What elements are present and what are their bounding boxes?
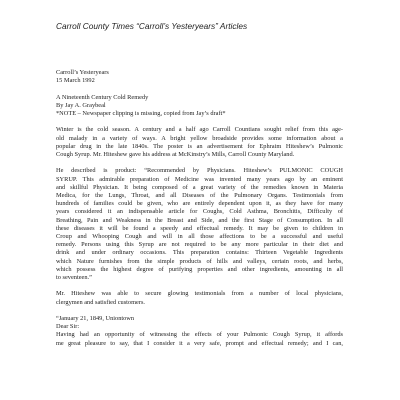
letter-line: Having had an opportunity of witnessing the effects of your Pulmonic Cough Syrup, it affords — [56, 331, 343, 339]
paragraph-line: which possess the highest degree of purifying properties and other ingredients, amounting in all — [56, 265, 343, 273]
column-date: 15 March 1992 — [56, 77, 95, 85]
article-note: *NOTE – Newspaper clipping is missing, copied from Jay’s draft* — [56, 110, 226, 117]
article-body — [56, 69, 343, 348]
paragraph-line: old malady in a variety of ways. A bright yellow broadside provides some information about a — [56, 134, 343, 142]
paragraph-line: Winter is the cold season. A century and a half ago Carroll Countians sought relief from this age- — [56, 126, 343, 134]
paragraph-line: these diseases it will be found a speedy and effectual remedy. It may be given to children in — [56, 224, 343, 232]
paragraph-line: and skillful Physician. It being composed of a great variety of the remedies known in Materia — [56, 183, 343, 191]
paragraph-line: years considered it an indispensable article for Coughs, Cold Asthma, Bronchitis, Difficulty of — [56, 208, 343, 216]
paragraph-line: to seventeen.” — [56, 274, 92, 282]
article-byline: By Jay A. Graybeal — [56, 101, 106, 109]
paragraph-2 — [56, 167, 343, 282]
paragraph-line: popular drug in the late 1840s. The poster is an advertisement for Ephraim Hiteshew’s Pulmonic — [56, 142, 343, 150]
paragraph-line: which Nature furnishes from the simple products of hills and valleys, certain roots, and herbs, — [56, 257, 343, 265]
article-heading — [56, 94, 343, 119]
column-name: Carroll’s Yesteryears — [56, 69, 109, 76]
paragraph-3 — [56, 290, 343, 306]
paragraph-line: Croup and Whooping Cough and will in all those affections to be a successful and useful — [56, 233, 343, 241]
page-header-title: Carroll County Times “Carroll’s Yesteryears” Articles — [56, 21, 248, 31]
paragraph-line: He described is product: “Recommended by Physicians. Hiteshew’s PULMONIC COUGH — [56, 167, 343, 175]
paragraph-line: Cough Syrup. Mr. Hiteshew gave his address at McKinstry’s Mills, Carroll County Maryland. — [56, 151, 295, 158]
letter-dateline: “January 21, 1849, Uniontown — [56, 315, 135, 323]
letter-salutation: Dear Sir: — [56, 323, 80, 331]
paragraph-line: clergymen and satisfied customers. — [56, 298, 146, 306]
paragraph-line: hundreds of families could be given, who are entirely dependent upon it, as they have for many — [56, 200, 343, 208]
paragraph-line: Medica, for the Lungs, Throat, and all Diseases of the Pulmonary Organs. Testimonials from — [56, 192, 343, 199]
letter-line: me great pleasure to say, that I consider it a very safe, prompt and effectual remedy; and I can, — [56, 339, 343, 347]
paragraph-line: drink and under ordinary occasions. This preparation contains: Thirteen Vegetable Ingredients — [56, 249, 343, 257]
paragraph-1 — [56, 126, 343, 159]
article-title: A Nineteenth Century Cold Remedy — [56, 93, 149, 101]
paragraph-line: Mr. Hiteshew was able to secure glowing testimonials from a number of local physicians, — [56, 290, 343, 298]
column-info — [56, 69, 343, 85]
paragraph-line: Breathing, Pain and Weakness in the Breast and Side, and the first Stage of Consumption. In all — [56, 216, 343, 224]
testimonial-letter — [56, 315, 343, 348]
paragraph-line: SYRUP. This admirable preparation of Medicine was invented many years ago by an eminent — [56, 175, 343, 183]
paragraph-line: remedy. Persons using this Syrup are not required to be any more particular in their diet and — [56, 241, 343, 249]
